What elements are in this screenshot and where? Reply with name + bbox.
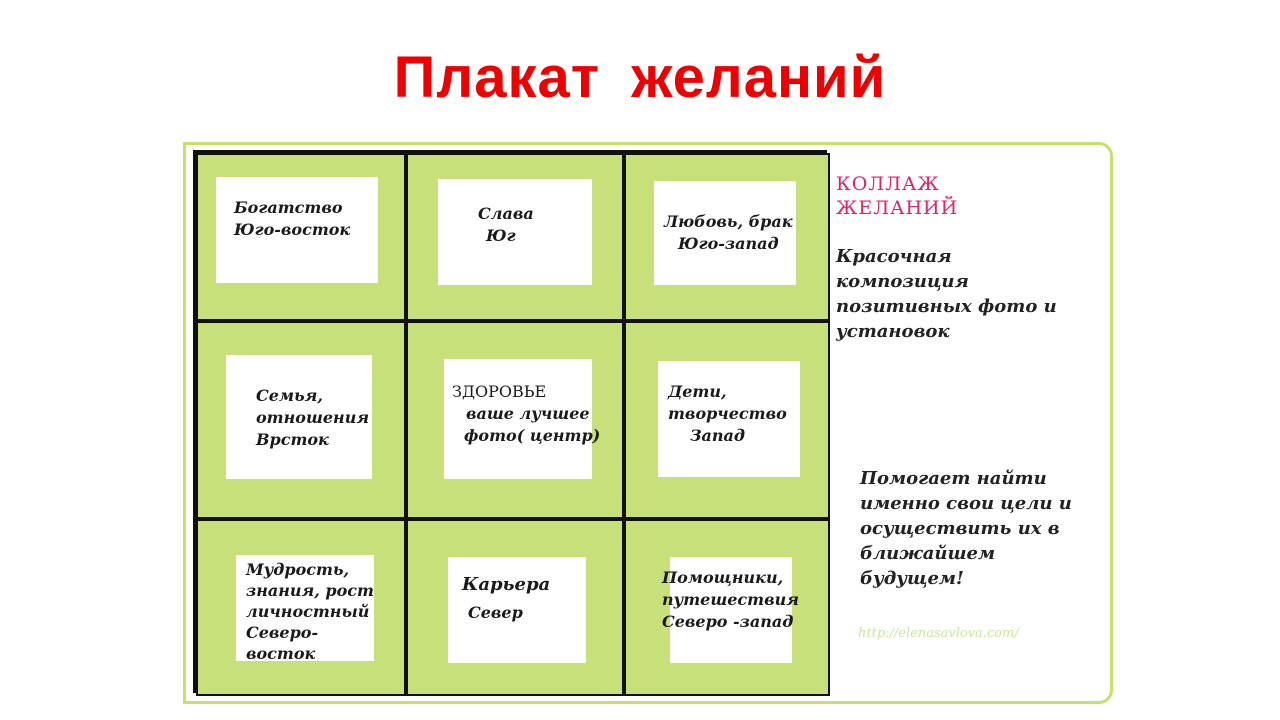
grid-cell-children [624, 321, 830, 519]
grid-cell-family [196, 321, 406, 519]
card-health [444, 359, 601, 479]
card-fame [438, 179, 592, 285]
card-line: фото( центр) [464, 426, 601, 445]
card-line: Юг [486, 226, 516, 245]
collage-heading [836, 172, 958, 220]
grid-cell-love [624, 153, 830, 321]
card-line: Слава [478, 204, 534, 223]
card-line: ваше лучшее [466, 404, 590, 423]
card-line: восток [246, 644, 316, 663]
card-line: Северо- [246, 623, 319, 642]
card-career [448, 557, 586, 663]
source-url: http://elenasavlova.com/ [858, 626, 1019, 641]
card-line: Мудрость, [246, 560, 350, 579]
card-wealth [216, 177, 378, 283]
card-line: знания, рост [246, 581, 374, 600]
card-wisdom [236, 555, 374, 661]
card-line: Врсток [256, 430, 329, 449]
card-line: Помощники, [662, 568, 784, 587]
description-line: композиция [836, 271, 969, 292]
collage-line: КОЛЛАЖ [836, 173, 940, 195]
collage-line: ЖЕЛАНИЙ [836, 197, 959, 219]
description-line: Красочная [836, 246, 952, 267]
card-children [658, 361, 800, 477]
card-line: Юго-запад [678, 234, 779, 253]
collage-description [836, 244, 1057, 344]
help-text [860, 466, 1072, 591]
page-title: Плакат желаний [393, 45, 887, 110]
grid-cell-helpers [624, 519, 830, 696]
grid-cell-wealth [196, 153, 406, 321]
card-line: Семья, [256, 386, 323, 405]
card-love [654, 181, 796, 285]
grid-cell-fame [406, 153, 624, 321]
help-line: ближайшем [860, 543, 996, 564]
card-line: путешествия [662, 590, 799, 609]
help-line: Помогает найти [860, 468, 1047, 489]
card-line: Север [468, 603, 523, 622]
card-helpers [662, 557, 799, 663]
description-line: установок [836, 321, 950, 342]
grid-cell-wisdom [196, 519, 406, 696]
card-line: отношения [256, 408, 370, 427]
card-line: Северо -запад [662, 612, 794, 631]
card-line: Запад [690, 426, 746, 445]
card-line: Богатство [234, 198, 343, 217]
card-line: Любовь, брак [664, 212, 793, 231]
card-line: Карьера [462, 574, 551, 595]
card-line: личностный [246, 602, 370, 621]
help-line: осуществить их в [860, 518, 1060, 539]
help-line: будущем! [860, 568, 964, 589]
description-line: позитивных фото и [836, 296, 1057, 317]
help-line: именно свои цели и [860, 493, 1072, 514]
grid-cell-health [406, 321, 624, 519]
card-line: Юго-восток [234, 220, 351, 239]
card-line: ЗДОРОВЬЕ [452, 382, 547, 401]
card-family [226, 355, 372, 479]
card-line: Дети, [668, 382, 727, 401]
wish-grid [193, 150, 827, 693]
grid-cell-career [406, 519, 624, 696]
card-line: творчество [668, 404, 787, 423]
